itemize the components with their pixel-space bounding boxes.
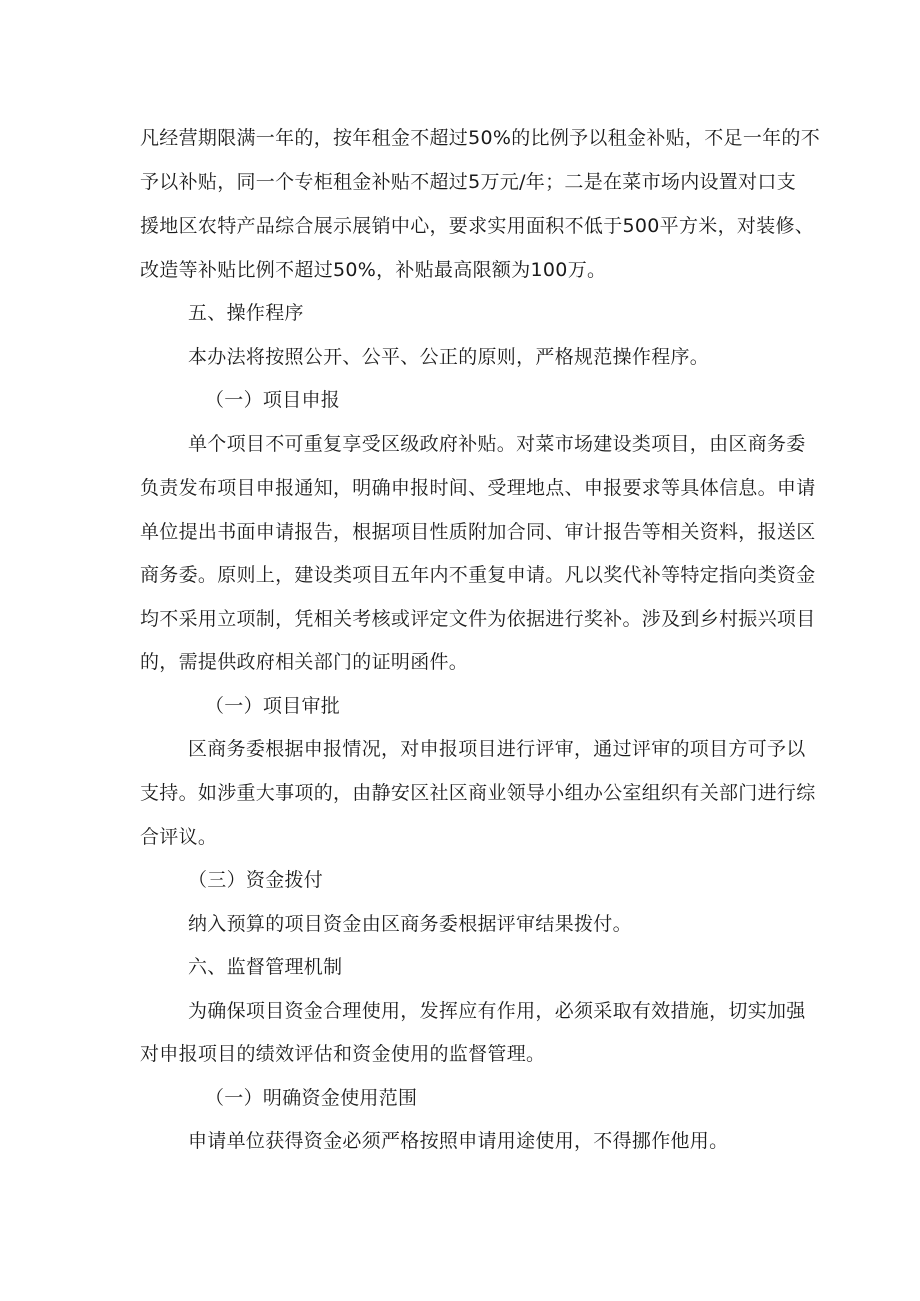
paragraph-line: 支持。如涉重大事项的，由静安区社区商业领导小组办公室组织有关部门进行综 xyxy=(140,782,816,804)
subsection-heading: （一）项目申报 xyxy=(205,389,341,411)
paragraph-line: 商务委。原则上，建设类项目五年内不重复申请。凡以奖代补等特定指向类资金 xyxy=(140,564,816,586)
subsection-heading: （三）资金拨付 xyxy=(188,869,324,891)
paragraph-line: 单位提出书面申请报告，根据项目性质附加合同、审计报告等相关资料，报送区 xyxy=(140,521,816,543)
subsection-heading: （一）项目审批 xyxy=(205,695,341,717)
paragraph-line: 区商务委根据申报情况，对申报项目进行评审，通过评审的项目方可予以 xyxy=(188,738,806,760)
paragraph-line: 为确保项目资金合理使用，发挥应有作用，必须采取有效措施，切实加强 xyxy=(188,1000,806,1022)
paragraph-line: 单个项目不可重复享受区级政府补贴。对菜市场建设类项目，由区商务委 xyxy=(188,433,806,455)
section-heading: 六、监督管理机制 xyxy=(188,956,343,978)
paragraph-line: 均不采用立项制，凭相关考核或评定文件为依据进行奖补。涉及到乡村振兴项目 xyxy=(140,608,816,630)
paragraph-line: 予以补贴，同一个专柜租金补贴不超过5万元/年；二是在菜市场内设置对口支 xyxy=(140,171,796,193)
paragraph-line: 负责发布项目申报通知，明确申报时间、受理地点、申报要求等具体信息。申请 xyxy=(140,477,816,499)
paragraph-line: 改造等补贴比例不超过50%，补贴最高限额为100万。 xyxy=(140,259,607,281)
paragraph-line: 凡经营期限满一年的，按年租金不超过50%的比例予以租金补贴，不足一年的不 xyxy=(140,127,821,149)
paragraph-line: 合评议。 xyxy=(140,826,218,848)
section-heading: 五、操作程序 xyxy=(188,302,304,324)
paragraph-line: 申请单位获得资金必须严格按照申请用途使用，不得挪作他用。 xyxy=(188,1130,729,1152)
paragraph-line: 本办法将按照公开、公平、公正的原则，严格规范操作程序。 xyxy=(188,346,710,368)
paragraph-line: 纳入预算的项目资金由区商务委根据评审结果拨付。 xyxy=(188,913,632,935)
subsection-heading: （一）明确资金使用范围 xyxy=(205,1087,418,1109)
paragraph-line: 的，需提供政府相关部门的证明函件。 xyxy=(140,651,469,673)
paragraph-line: 援地区农特产品综合展示展销中心，要求实用面积不低于500平方米，对装修、 xyxy=(140,215,815,237)
paragraph-line: 对申报项目的绩效评估和资金使用的监督管理。 xyxy=(140,1043,546,1065)
